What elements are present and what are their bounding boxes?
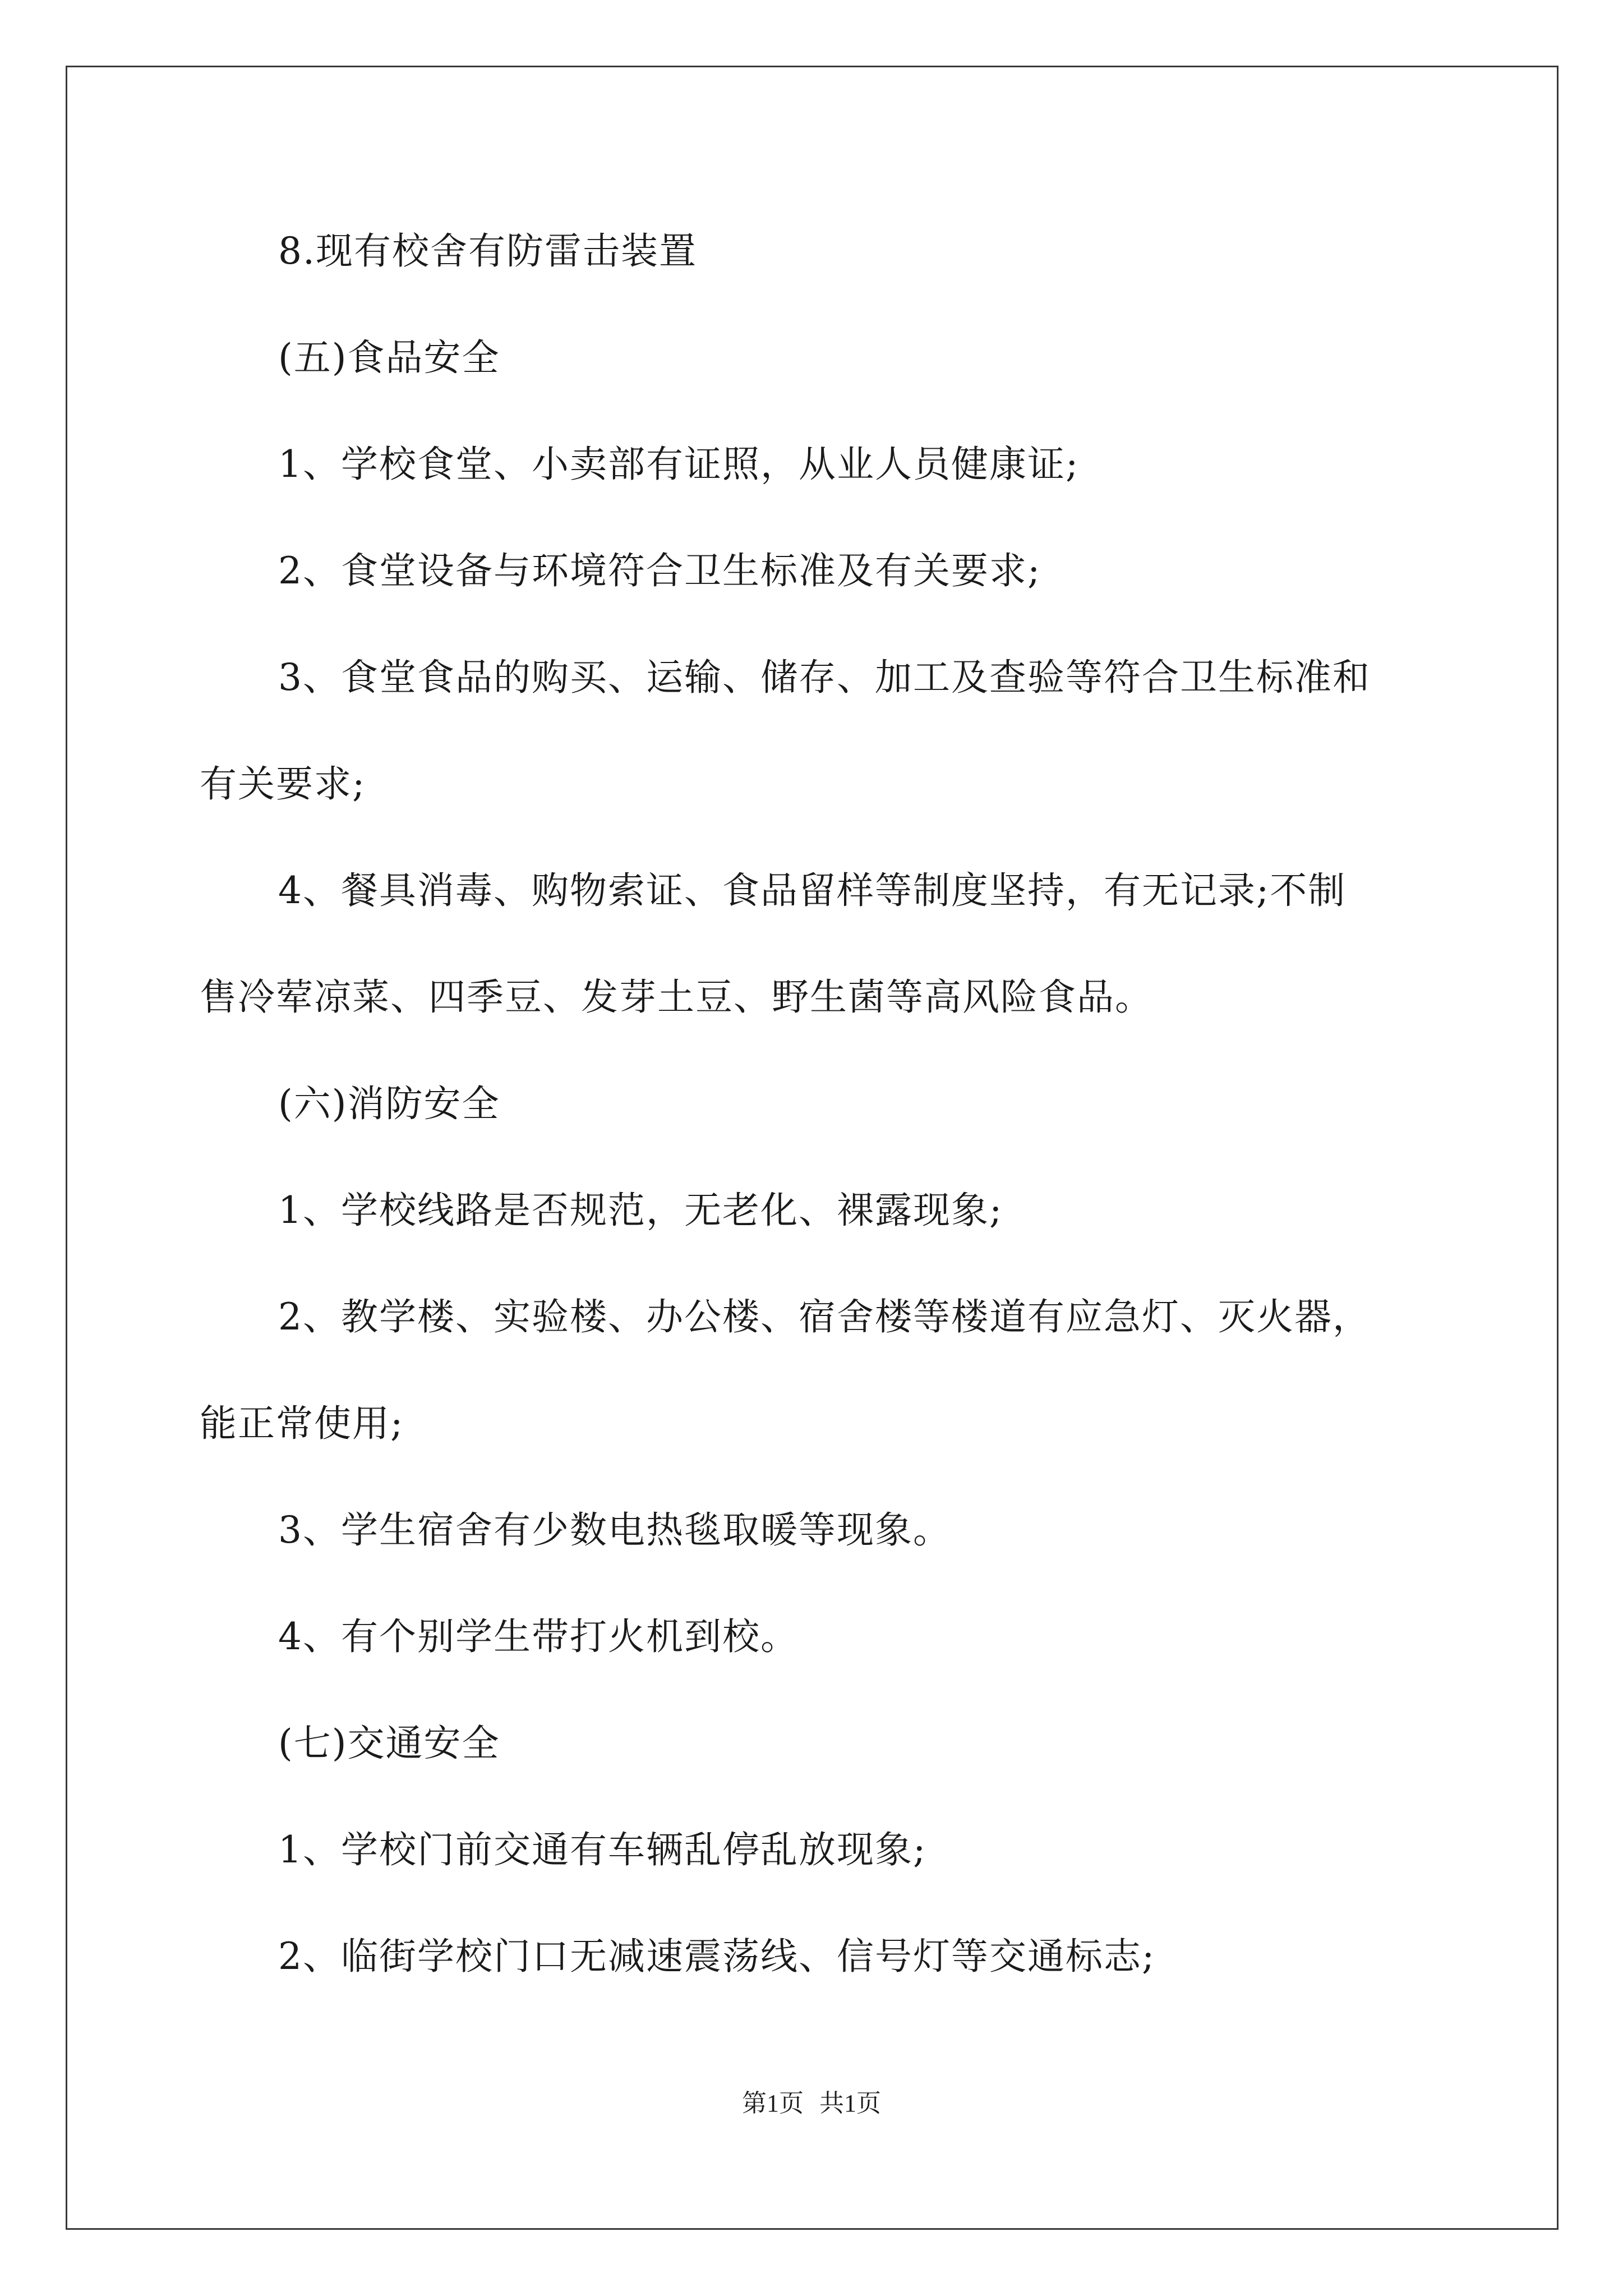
section-heading-food-safety: (五)食品安全: [278, 336, 500, 379]
page-border: [66, 66, 1559, 2230]
food-item-1: 1、学校食堂、小卖部有证照，从业人员健康证;: [278, 443, 1080, 486]
food-item-4: 4、餐具消毒、购物索证、食品留样等制度坚持，有无记录;不制: [278, 869, 1347, 912]
food-item-2: 2、食堂设备与环境符合卫生标准及有关要求;: [278, 549, 1041, 592]
traffic-item-2: 2、临街学校门口无减速震荡线、信号灯等交通标志;: [278, 1935, 1156, 1978]
traffic-item-1: 1、学校门前交通有车辆乱停乱放现象;: [278, 1828, 927, 1871]
section-heading-traffic-safety: (七)交通安全: [278, 1722, 500, 1765]
page-footer: [0, 2088, 1623, 2119]
item-lightning-protection: 8.现有校舍有防雷击装置: [278, 229, 697, 273]
fire-item-4: 4、有个别学生带打火机到校。: [278, 1615, 799, 1658]
fire-item-2-continued: 能正常使用;: [200, 1402, 404, 1445]
fire-item-1: 1、学校线路是否规范，无老化、裸露现象;: [278, 1189, 1003, 1232]
page-total: 共1页: [819, 2090, 881, 2117]
food-item-3-continued: 有关要求;: [200, 762, 366, 806]
food-item-3: 3、食堂食品的购买、运输、储存、加工及查验等符合卫生标准和: [278, 656, 1371, 699]
food-item-4-continued: 售冷荤凉菜、四季豆、发芽土豆、野生菌等高风险食品。: [200, 976, 1153, 1019]
fire-item-2: 2、教学楼、实验楼、办公楼、宿舍楼等楼道有应急灯、灭火器，: [278, 1295, 1371, 1338]
fire-item-3: 3、学生宿舍有少数电热毯取暖等现象。: [278, 1508, 951, 1552]
section-heading-fire-safety: (六)消防安全: [278, 1082, 500, 1125]
page-number: 第1页: [742, 2090, 804, 2117]
